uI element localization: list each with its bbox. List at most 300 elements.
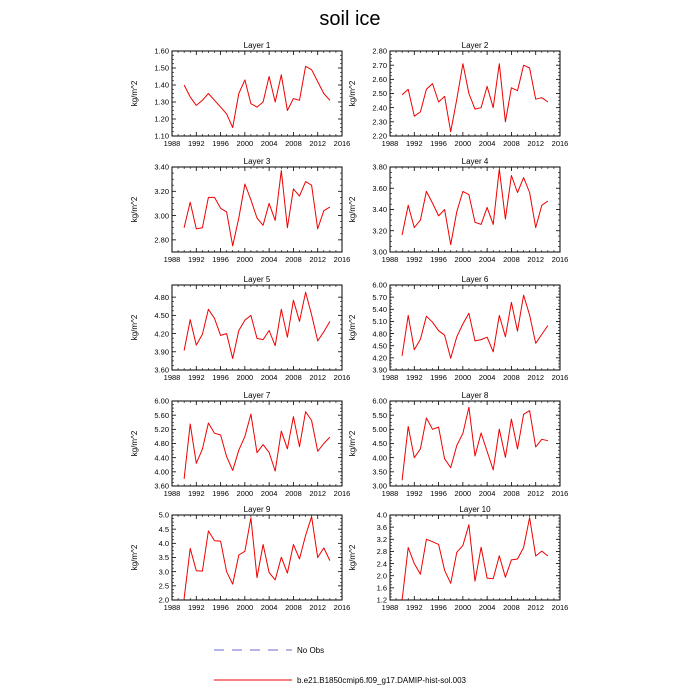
x-tick-label: 2004 xyxy=(478,603,496,612)
data-point xyxy=(323,92,325,94)
panel-title: Layer 2 xyxy=(461,41,489,50)
data-point xyxy=(250,103,252,105)
x-tick-label: 1996 xyxy=(430,139,447,148)
data-point xyxy=(280,556,282,558)
x-tick-label: 1992 xyxy=(187,603,205,612)
y-tick-label: 5.70 xyxy=(372,292,387,302)
data-point xyxy=(274,579,276,581)
y-tick-label: 3.6 xyxy=(376,522,387,532)
y-tick-label: 1.40 xyxy=(154,80,169,90)
data-point xyxy=(425,538,427,540)
data-point xyxy=(292,415,294,417)
data-point xyxy=(304,534,306,536)
y-tick-label: 4.00 xyxy=(372,453,387,463)
data-point xyxy=(437,215,439,217)
data-point xyxy=(504,456,506,458)
y-tick-label: 2.80 xyxy=(372,46,387,56)
x-tick-label: 2012 xyxy=(527,603,545,612)
x-tick-label: 2016 xyxy=(551,489,569,498)
data-point xyxy=(189,547,191,549)
data-point xyxy=(401,234,403,236)
panel-layer-10 xyxy=(348,505,568,612)
data-point xyxy=(225,113,227,115)
data-point xyxy=(329,99,331,101)
panel-title: Layer 8 xyxy=(461,391,489,400)
data-point xyxy=(498,168,500,170)
data-point xyxy=(250,413,252,415)
data-point xyxy=(256,452,258,454)
legend-label-model-run: b.e21.B1850cmip6.f09_g17.DAMIP-hist-sol.003 xyxy=(297,676,466,685)
y-tick-label: 5.00 xyxy=(372,425,387,435)
panel-layer-8 xyxy=(348,391,568,498)
y-tick-label: 4.0 xyxy=(158,539,169,549)
y-tick-label: 4.80 xyxy=(154,292,169,302)
x-tick-label: 2012 xyxy=(309,255,327,264)
data-point xyxy=(280,430,282,432)
y-tick-label: 4.20 xyxy=(372,353,387,363)
data-point xyxy=(219,207,221,209)
y-tick-label: 2.80 xyxy=(154,235,169,245)
data-point xyxy=(547,324,549,326)
data-point xyxy=(407,314,409,316)
y-tick-label: 3.20 xyxy=(154,186,169,196)
panel-title: Layer 1 xyxy=(243,41,271,50)
data-point xyxy=(244,550,246,552)
y-tick-label: 3.60 xyxy=(154,365,169,375)
x-tick-label: 1988 xyxy=(381,139,399,148)
data-point xyxy=(480,546,482,548)
x-tick-label: 1996 xyxy=(430,603,447,612)
y-tick-label: 5.50 xyxy=(372,410,387,420)
data-point xyxy=(547,101,549,103)
data-point xyxy=(456,210,458,212)
data-point xyxy=(219,434,221,436)
data-point xyxy=(280,74,282,76)
data-point xyxy=(535,446,537,448)
x-tick-label: 2000 xyxy=(236,373,254,382)
y-tick-label: 2.30 xyxy=(372,117,387,127)
data-point xyxy=(510,418,512,420)
data-point xyxy=(510,174,512,176)
panel-title: Layer 5 xyxy=(243,275,271,284)
data-point xyxy=(468,524,470,526)
data-point xyxy=(292,97,294,99)
x-tick-label: 1988 xyxy=(381,373,399,382)
data-point xyxy=(262,101,264,103)
data-point xyxy=(195,228,197,230)
data-point xyxy=(431,428,433,430)
y-axis-label: kg/m^2 xyxy=(130,544,139,571)
data-point xyxy=(238,449,240,451)
data-point xyxy=(262,543,264,545)
data-point xyxy=(317,340,319,342)
data-point xyxy=(274,101,276,103)
data-point xyxy=(213,432,215,434)
data-point xyxy=(450,357,452,359)
x-tick-label: 2004 xyxy=(478,489,496,498)
panel-layer-4 xyxy=(348,157,568,264)
data-point xyxy=(207,308,209,310)
data-point xyxy=(492,578,494,580)
y-tick-label: 1.60 xyxy=(154,46,169,56)
data-point xyxy=(323,442,325,444)
data-point xyxy=(268,571,270,573)
data-point xyxy=(413,226,415,228)
data-point xyxy=(323,331,325,333)
x-tick-label: 1992 xyxy=(187,373,205,382)
data-point xyxy=(450,466,452,468)
data-point xyxy=(443,95,445,97)
data-point xyxy=(443,458,445,460)
x-tick-label: 2000 xyxy=(454,489,472,498)
data-point xyxy=(298,558,300,560)
data-point xyxy=(298,195,300,197)
panel-layer-6 xyxy=(348,275,568,382)
data-point xyxy=(286,109,288,111)
x-tick-label: 2016 xyxy=(551,139,569,148)
x-tick-label: 1988 xyxy=(163,255,181,264)
y-tick-label: 1.6 xyxy=(376,583,387,593)
series-line xyxy=(184,292,330,358)
data-point xyxy=(443,208,445,210)
x-tick-label: 2012 xyxy=(527,255,545,264)
y-axis-label: kg/m^2 xyxy=(348,430,357,457)
x-tick-label: 2012 xyxy=(309,489,327,498)
y-tick-label: 2.60 xyxy=(372,75,387,85)
data-point xyxy=(189,423,191,425)
x-tick-label: 2000 xyxy=(236,489,254,498)
data-point xyxy=(443,569,445,571)
x-tick-label: 2016 xyxy=(333,489,351,498)
data-point xyxy=(207,92,209,94)
y-tick-label: 1.50 xyxy=(154,63,169,73)
data-point xyxy=(486,450,488,452)
data-point xyxy=(329,320,331,322)
data-point xyxy=(310,516,312,518)
data-point xyxy=(468,92,470,94)
panel-title: Layer 3 xyxy=(243,157,271,166)
data-point xyxy=(329,559,331,561)
data-point xyxy=(401,479,403,481)
y-tick-label: 2.20 xyxy=(372,131,387,141)
data-point xyxy=(480,432,482,434)
x-tick-label: 2000 xyxy=(236,255,254,264)
data-point xyxy=(262,224,264,226)
x-tick-label: 2016 xyxy=(333,373,351,382)
y-tick-label: 5.60 xyxy=(154,410,169,420)
data-point xyxy=(407,425,409,427)
data-point xyxy=(298,445,300,447)
x-tick-label: 1988 xyxy=(163,139,181,148)
data-point xyxy=(244,435,246,437)
series-line xyxy=(184,66,330,127)
y-tick-label: 5.10 xyxy=(372,317,387,327)
x-tick-label: 2008 xyxy=(503,373,520,382)
data-point xyxy=(201,570,203,572)
data-point xyxy=(431,82,433,84)
data-point xyxy=(547,439,549,441)
x-tick-label: 1988 xyxy=(163,603,181,612)
data-point xyxy=(413,115,415,117)
data-point xyxy=(419,573,421,575)
series-line xyxy=(402,169,548,245)
data-point xyxy=(232,245,234,247)
data-point xyxy=(238,329,240,331)
y-axis-label: kg/m^2 xyxy=(130,430,139,457)
x-tick-label: 1988 xyxy=(381,603,399,612)
data-point xyxy=(516,89,518,91)
data-point xyxy=(504,576,506,578)
data-point xyxy=(456,444,458,446)
data-point xyxy=(195,104,197,106)
x-tick-label: 2012 xyxy=(527,139,545,148)
y-tick-label: 3.20 xyxy=(372,226,387,236)
x-tick-label: 1996 xyxy=(212,139,229,148)
data-point xyxy=(498,63,500,65)
x-tick-label: 2004 xyxy=(260,489,278,498)
x-tick-label: 2000 xyxy=(454,603,472,612)
data-point xyxy=(244,319,246,321)
data-point xyxy=(462,63,464,65)
x-tick-label: 1996 xyxy=(212,603,229,612)
data-point xyxy=(317,556,319,558)
x-tick-label: 1992 xyxy=(405,255,423,264)
y-tick-label: 3.60 xyxy=(154,481,169,491)
x-tick-label: 1992 xyxy=(405,603,423,612)
data-point xyxy=(462,544,464,546)
x-tick-label: 2000 xyxy=(454,139,472,148)
data-point xyxy=(492,106,494,108)
data-point xyxy=(304,65,306,67)
data-point xyxy=(195,570,197,572)
x-tick-label: 2000 xyxy=(454,255,472,264)
data-point xyxy=(425,190,427,192)
data-point xyxy=(256,106,258,108)
data-point xyxy=(419,338,421,340)
x-tick-label: 2004 xyxy=(260,373,278,382)
data-point xyxy=(292,543,294,545)
y-tick-label: 3.00 xyxy=(372,247,387,257)
x-tick-label: 2004 xyxy=(260,603,278,612)
data-point xyxy=(425,88,427,90)
data-point xyxy=(280,169,282,171)
data-point xyxy=(238,554,240,556)
data-point xyxy=(317,80,319,82)
x-tick-label: 1992 xyxy=(187,139,205,148)
data-point xyxy=(528,409,530,411)
x-tick-label: 2012 xyxy=(309,373,327,382)
series-line xyxy=(184,412,330,479)
data-point xyxy=(516,191,518,193)
x-tick-label: 2008 xyxy=(503,255,520,264)
data-point xyxy=(456,551,458,553)
y-tick-label: 2.5 xyxy=(158,581,169,591)
x-tick-label: 2008 xyxy=(285,373,302,382)
data-point xyxy=(244,183,246,185)
data-point xyxy=(401,94,403,96)
y-tick-label: 4.50 xyxy=(154,311,169,321)
data-point xyxy=(474,455,476,457)
data-point xyxy=(486,336,488,338)
x-tick-label: 2016 xyxy=(333,139,351,148)
x-tick-label: 1996 xyxy=(212,255,229,264)
plot-frame xyxy=(172,51,342,136)
data-point xyxy=(516,448,518,450)
data-point xyxy=(329,206,331,208)
data-point xyxy=(522,546,524,548)
plot-frame xyxy=(390,167,560,252)
data-point xyxy=(443,334,445,336)
data-point xyxy=(486,577,488,579)
y-tick-label: 4.5 xyxy=(158,524,169,534)
series-line xyxy=(402,407,548,480)
data-point xyxy=(456,98,458,100)
data-point xyxy=(268,329,270,331)
x-tick-label: 2012 xyxy=(527,373,545,382)
data-point xyxy=(516,330,518,332)
x-tick-label: 2008 xyxy=(503,489,520,498)
chart-legend xyxy=(214,646,467,685)
data-point xyxy=(492,351,494,353)
x-tick-label: 2016 xyxy=(551,603,569,612)
data-point xyxy=(547,200,549,202)
data-point xyxy=(437,426,439,428)
panel-title: Layer 4 xyxy=(461,157,489,166)
data-point xyxy=(486,85,488,87)
data-point xyxy=(304,410,306,412)
data-point xyxy=(268,202,270,204)
data-point xyxy=(213,540,215,542)
plot-frame xyxy=(172,515,342,600)
x-tick-label: 1988 xyxy=(381,255,399,264)
x-tick-label: 2004 xyxy=(260,139,278,148)
data-point xyxy=(213,317,215,319)
data-point xyxy=(225,211,227,213)
data-point xyxy=(480,223,482,225)
x-tick-label: 1988 xyxy=(163,373,181,382)
plot-frame xyxy=(172,167,342,252)
data-point xyxy=(480,106,482,108)
x-tick-label: 2004 xyxy=(478,139,496,148)
y-tick-label: 5.20 xyxy=(154,425,169,435)
data-point xyxy=(183,597,185,599)
data-point xyxy=(298,320,300,322)
data-point xyxy=(232,583,234,585)
y-tick-label: 3.00 xyxy=(154,211,169,221)
data-point xyxy=(419,448,421,450)
x-tick-label: 2008 xyxy=(285,489,302,498)
data-point xyxy=(286,448,288,450)
y-tick-label: 3.40 xyxy=(372,205,387,215)
data-point xyxy=(425,315,427,317)
x-tick-label: 2004 xyxy=(478,255,496,264)
data-point xyxy=(468,406,470,408)
data-point xyxy=(504,218,506,220)
data-point xyxy=(535,98,537,100)
y-axis-label: kg/m^2 xyxy=(348,314,357,341)
series-line xyxy=(402,518,548,600)
data-point xyxy=(238,217,240,219)
data-point xyxy=(492,469,494,471)
y-tick-label: 2.50 xyxy=(372,89,387,99)
x-tick-label: 1996 xyxy=(430,255,447,264)
y-tick-label: 1.10 xyxy=(154,131,169,141)
data-point xyxy=(207,422,209,424)
data-point xyxy=(510,559,512,561)
data-point xyxy=(219,540,221,542)
data-point xyxy=(317,228,319,230)
y-tick-label: 4.80 xyxy=(154,439,169,449)
y-tick-label: 4.00 xyxy=(154,467,169,477)
data-point xyxy=(522,413,524,415)
y-tick-label: 3.40 xyxy=(154,162,169,172)
series-line xyxy=(184,517,330,599)
data-point xyxy=(298,99,300,101)
y-tick-label: 2.8 xyxy=(376,547,387,557)
y-axis-label: kg/m^2 xyxy=(130,314,139,341)
data-point xyxy=(286,336,288,338)
data-point xyxy=(274,219,276,221)
data-point xyxy=(183,349,185,351)
data-point xyxy=(528,191,530,193)
x-tick-label: 2004 xyxy=(260,255,278,264)
data-point xyxy=(262,443,264,445)
data-point xyxy=(437,101,439,103)
data-point xyxy=(407,546,409,548)
data-point xyxy=(323,547,325,549)
data-point xyxy=(262,338,264,340)
y-tick-label: 4.50 xyxy=(372,341,387,351)
y-tick-label: 1.30 xyxy=(154,97,169,107)
data-point xyxy=(437,543,439,545)
panel-layer-9 xyxy=(130,505,350,612)
plot-frame xyxy=(390,515,560,600)
data-point xyxy=(323,210,325,212)
x-tick-label: 1996 xyxy=(430,373,447,382)
data-point xyxy=(201,227,203,229)
data-point xyxy=(504,336,506,338)
x-tick-label: 2000 xyxy=(236,139,254,148)
data-point xyxy=(280,308,282,310)
data-point xyxy=(535,555,537,557)
data-point xyxy=(189,318,191,320)
data-point xyxy=(268,451,270,453)
y-tick-label: 3.2 xyxy=(376,534,387,544)
plot-frame xyxy=(172,285,342,370)
x-tick-label: 1996 xyxy=(212,489,229,498)
data-point xyxy=(401,599,403,601)
x-tick-label: 1988 xyxy=(381,489,399,498)
data-point xyxy=(431,541,433,543)
data-point xyxy=(292,299,294,301)
y-axis-label: kg/m^2 xyxy=(348,80,357,107)
data-point xyxy=(232,126,234,128)
y-tick-label: 4.50 xyxy=(372,439,387,449)
data-point xyxy=(401,355,403,357)
x-tick-label: 2012 xyxy=(309,139,327,148)
figure-title: soil ice xyxy=(319,8,381,30)
panel-layer-1 xyxy=(130,41,350,148)
data-point xyxy=(528,314,530,316)
y-tick-label: 6.00 xyxy=(372,280,387,290)
y-tick-label: 1.2 xyxy=(376,595,387,605)
data-point xyxy=(541,204,543,206)
y-axis-label: kg/m^2 xyxy=(130,80,139,107)
data-point xyxy=(183,227,185,229)
data-point xyxy=(474,580,476,582)
x-tick-label: 1988 xyxy=(163,489,181,498)
x-tick-label: 1996 xyxy=(212,373,229,382)
